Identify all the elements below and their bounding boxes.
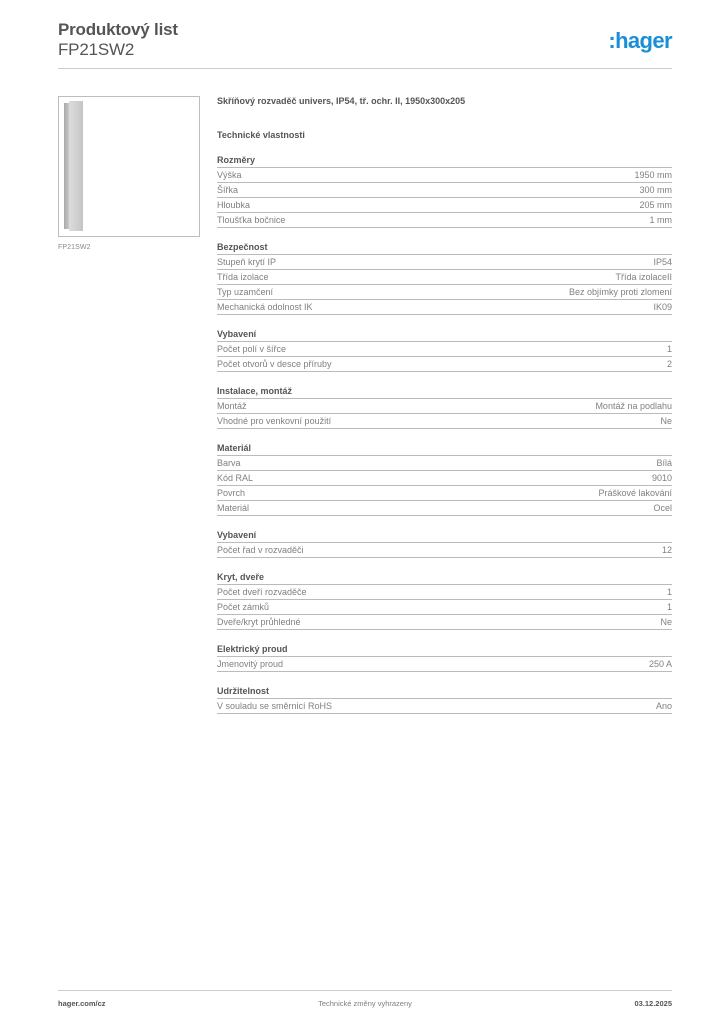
spec-row bbox=[217, 600, 672, 615]
section-title: Rozměry bbox=[217, 155, 672, 168]
spec-row bbox=[217, 657, 672, 672]
spec-row bbox=[217, 585, 672, 600]
spec-value: 205 mm bbox=[639, 200, 672, 210]
section-title: Udržitelnost bbox=[217, 686, 672, 699]
spec-value: Bílá bbox=[656, 458, 672, 468]
footer-date: 03.12.2025 bbox=[634, 999, 672, 1008]
spec-value: Třída izolaceII bbox=[615, 272, 672, 282]
spec-value: IK09 bbox=[653, 302, 672, 312]
spec-value: 1 bbox=[666, 587, 672, 597]
spec-label: Tloušťka bočnice bbox=[217, 215, 286, 225]
spec-row bbox=[217, 699, 672, 714]
spec-row bbox=[217, 213, 672, 228]
spec-row bbox=[217, 168, 672, 183]
product-description: Skříňový rozvaděč univers, IP54, tř. ochr. II, 1950x300x205 bbox=[217, 96, 466, 106]
spec-label: Třída izolace bbox=[217, 272, 269, 282]
section-title: Instalace, montáž bbox=[217, 386, 672, 399]
section-title: Vybavení bbox=[217, 530, 672, 543]
spec-row bbox=[217, 183, 672, 198]
spec-value: Ano bbox=[655, 701, 672, 711]
spec-row bbox=[217, 270, 672, 285]
document-title: Produktový list bbox=[58, 20, 178, 39]
spec-section-equipment-rows bbox=[217, 530, 672, 558]
spec-value: 1 mm bbox=[649, 215, 672, 225]
spec-row bbox=[217, 501, 672, 516]
spec-row bbox=[217, 357, 672, 372]
section-title: Kryt, dveře bbox=[217, 572, 672, 585]
spec-value: 12 bbox=[661, 545, 672, 555]
spec-row bbox=[217, 300, 672, 315]
spec-row bbox=[217, 615, 672, 630]
spec-row bbox=[217, 342, 672, 357]
spec-value: Ne bbox=[660, 416, 672, 426]
spec-row bbox=[217, 414, 672, 429]
technical-properties-heading: Technické vlastnosti bbox=[217, 130, 305, 140]
spec-section-dimensions bbox=[217, 155, 672, 228]
footer-divider bbox=[58, 990, 672, 991]
spec-label: Typ uzamčení bbox=[217, 287, 274, 297]
spec-value: 1 bbox=[666, 602, 672, 612]
spec-value: Práškové lakování bbox=[598, 488, 672, 498]
cabinet-image bbox=[64, 101, 84, 231]
spec-value: Bez objímky proti zlomení bbox=[568, 287, 672, 297]
spec-section-electric-current bbox=[217, 644, 672, 672]
footer-website: hager.com/cz bbox=[58, 999, 106, 1008]
section-title: Elektrický proud bbox=[217, 644, 672, 657]
header-divider bbox=[58, 68, 672, 69]
spec-section-cover-door bbox=[217, 572, 672, 630]
product-specs bbox=[217, 95, 672, 714]
spec-section-sustainability bbox=[217, 686, 672, 714]
spec-row bbox=[217, 456, 672, 471]
spec-row bbox=[217, 543, 672, 558]
spec-row bbox=[217, 471, 672, 486]
spec-label: Barva bbox=[217, 458, 241, 468]
spec-label: Vhodné pro venkovní použití bbox=[217, 416, 332, 426]
spec-value: Ne bbox=[660, 617, 672, 627]
spec-label: Výška bbox=[217, 170, 242, 180]
spec-value: 1 bbox=[666, 344, 672, 354]
spec-row bbox=[217, 255, 672, 270]
spec-label: Počet zámků bbox=[217, 602, 270, 612]
spec-label: Počet dveří rozvaděče bbox=[217, 587, 307, 597]
spec-label: Mechanická odolnost IK bbox=[217, 302, 313, 312]
spec-label: Montáž bbox=[217, 401, 247, 411]
spec-label: Kód RAL bbox=[217, 473, 254, 483]
spec-value: 300 mm bbox=[639, 185, 672, 195]
spec-row bbox=[217, 285, 672, 300]
cabinet-front-panel bbox=[69, 101, 83, 231]
spec-value: 2 bbox=[666, 359, 672, 369]
product-image-frame bbox=[58, 96, 200, 237]
spec-value: Ocel bbox=[653, 503, 672, 513]
page-header bbox=[58, 20, 672, 70]
section-title: Bezpečnost bbox=[217, 242, 672, 255]
spec-value: 250 A bbox=[648, 659, 672, 669]
spec-label: V souladu se směrnicí RoHS bbox=[217, 701, 333, 711]
spec-label: Počet polí v šířce bbox=[217, 344, 287, 354]
product-image-caption: FP21SW2 bbox=[58, 244, 91, 251]
spec-label: Stupeň krytí IP bbox=[217, 257, 277, 267]
spec-row bbox=[217, 486, 672, 501]
section-title: Vybavení bbox=[217, 329, 672, 342]
spec-label: Hloubka bbox=[217, 200, 251, 210]
spec-label: Počet otvorů v desce příruby bbox=[217, 359, 332, 369]
spec-value: IP54 bbox=[653, 257, 672, 267]
hager-logo: :hager bbox=[608, 28, 672, 53]
spec-value: 1950 mm bbox=[634, 170, 672, 180]
spec-label: Materiál bbox=[217, 503, 250, 513]
spec-section-equipment bbox=[217, 329, 672, 372]
page-footer bbox=[58, 999, 672, 1011]
spec-row bbox=[217, 399, 672, 414]
spec-label: Povrch bbox=[217, 488, 246, 498]
spec-label: Šířka bbox=[217, 185, 239, 195]
section-title: Materiál bbox=[217, 443, 672, 456]
spec-section-safety bbox=[217, 242, 672, 315]
spec-value: Montáž na podlahu bbox=[595, 401, 672, 411]
spec-section-installation bbox=[217, 386, 672, 429]
spec-label: Počet řad v rozvaděči bbox=[217, 545, 304, 555]
product-code: FP21SW2 bbox=[58, 40, 135, 59]
spec-label: Jmenovitý proud bbox=[217, 659, 284, 669]
spec-label: Dveře/kryt průhledné bbox=[217, 617, 301, 627]
spec-row bbox=[217, 198, 672, 213]
footer-notice: Technické změny vyhrazeny bbox=[318, 999, 412, 1008]
spec-value: 9010 bbox=[651, 473, 672, 483]
spec-section-material bbox=[217, 443, 672, 516]
